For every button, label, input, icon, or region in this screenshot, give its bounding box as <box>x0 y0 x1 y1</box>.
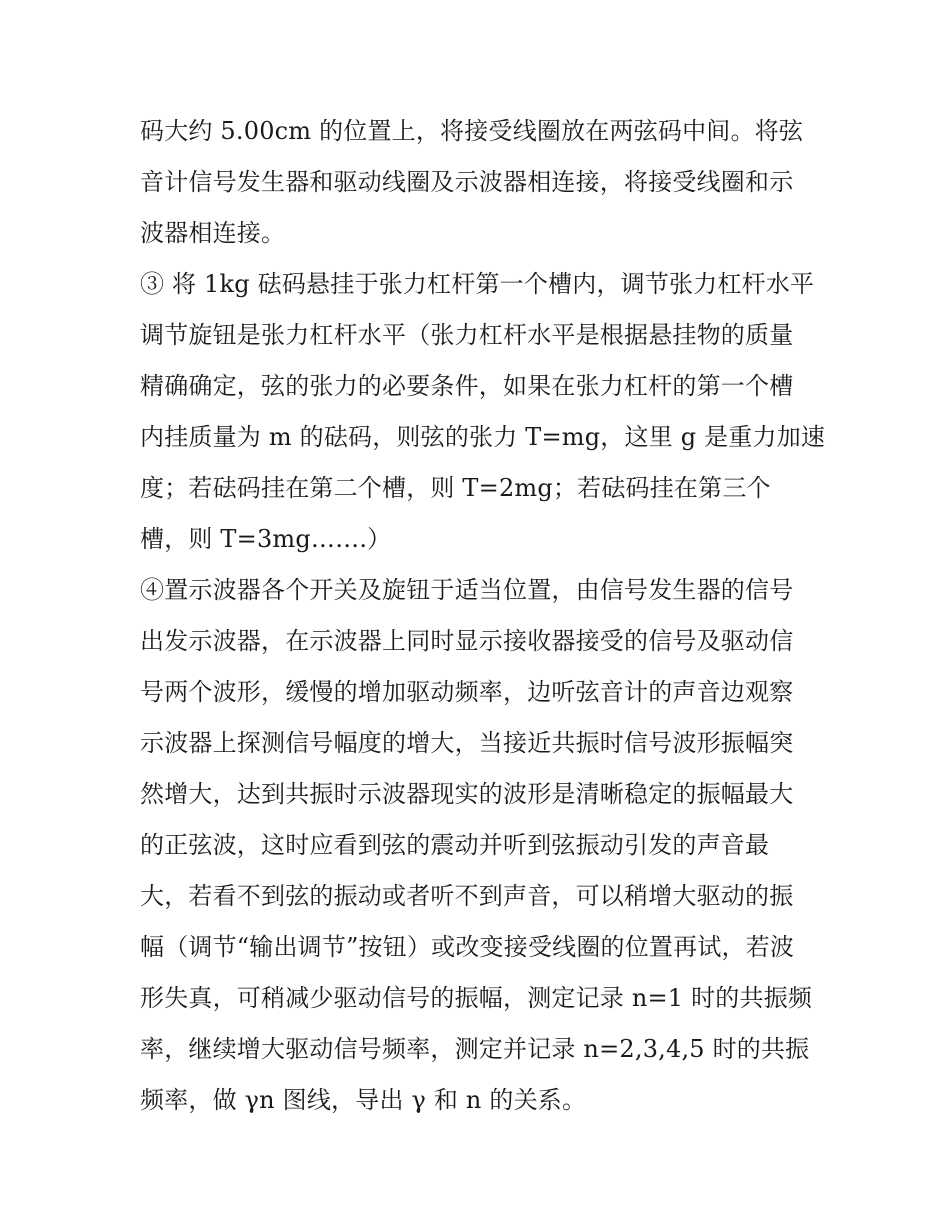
text-line: 调节旋钮是张力杠杆水平（张力杠杆水平是根据悬挂物的质量 <box>140 321 794 349</box>
text-line: 度；若砝码挂在第二个槽，则 T=2mg；若砝码挂在第三个 <box>140 474 771 502</box>
text-line: 率，继续增大驱动信号频率，测定并记录 n=2,3,4,5 时的共振 <box>140 1035 810 1063</box>
text-line: 幅（调节“输出调节”按钮）或改变接受线圈的位置再试，若波 <box>140 933 795 961</box>
text-line: 频率，做 γn 图线，导出 γ 和 n 的关系。 <box>140 1086 587 1114</box>
text-line: 内挂质量为 m 的砝码，则弦的张力 T=mg，这里 g 是重力加速 <box>140 423 826 451</box>
text-line: 码大约 5.00cm 的位置上，将接受线圈放在两弦码中间。将弦 <box>140 117 804 145</box>
text-line: 精确确定，弦的张力的必要条件，如果在张力杠杆的第一个槽 <box>140 372 794 400</box>
step-4-line: ④置示波器各个开关及旋钮于适当位置，由信号发生器的信号 <box>140 576 794 604</box>
text-line: 出发示波器，在示波器上同时显示接收器接受的信号及驱动信 <box>140 627 794 655</box>
text-line: 音计信号发生器和驱动线圈及示波器相连接，将接受线圈和示 <box>140 168 794 196</box>
step-3-line: ③ 将 1kg 砝码悬挂于张力杠杆第一个槽内，调节张力杠杆水平 <box>140 270 815 298</box>
text-line: 大，若看不到弦的振动或者听不到声音，可以稍增大驱动的振 <box>140 882 794 910</box>
text-line: 号两个波形，缓慢的增加驱动频率，边听弦音计的声音边观察 <box>140 678 794 706</box>
text-line: 波器相连接。 <box>140 219 286 247</box>
text-line: 然增大，达到共振时示波器现实的波形是清晰稳定的振幅最大 <box>140 780 794 808</box>
text-line: 示波器上探测信号幅度的增大，当接近共振时信号波形振幅突 <box>140 729 794 757</box>
body-text <box>140 106 826 1126</box>
text-line: 槽，则 T=3mg…….） <box>140 525 392 553</box>
text-line: 的正弦波，这时应看到弦的震动并听到弦振动引发的声音最 <box>140 831 770 859</box>
text-line: 形失真，可稍减少驱动信号的振幅，测定记录 n=1 时的共振频 <box>140 984 813 1012</box>
